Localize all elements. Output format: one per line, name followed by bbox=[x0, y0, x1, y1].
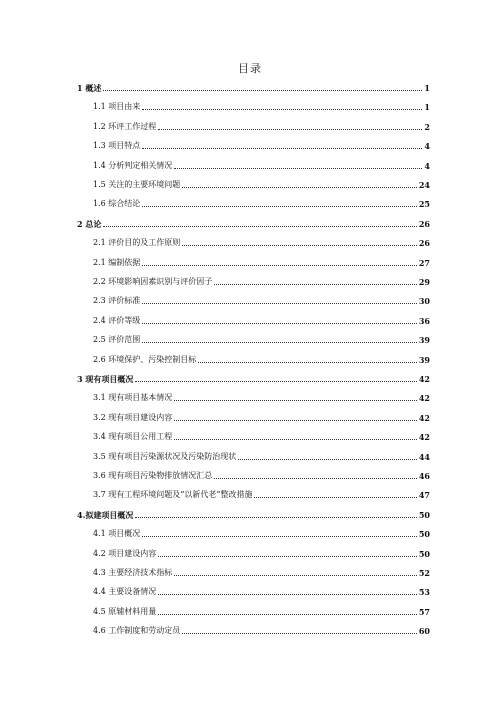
toc-page-number: 36 bbox=[418, 315, 430, 326]
toc-dot-leader bbox=[135, 517, 417, 518]
toc-dot-leader bbox=[174, 168, 422, 169]
toc-page-number: 46 bbox=[418, 471, 430, 481]
toc-dot-leader bbox=[142, 303, 417, 304]
toc-entry-label: 2.5 评价范围 bbox=[93, 335, 141, 345]
toc-entry-label: 3.4 现有项目公用工程 bbox=[93, 432, 173, 442]
toc-page-number: 2 bbox=[424, 121, 430, 132]
toc-dot-leader bbox=[135, 381, 417, 382]
toc-chapter-entry[interactable] bbox=[77, 79, 430, 93]
toc-entry-label: 1.1 项目由来 bbox=[93, 102, 141, 112]
toc-section-entry[interactable] bbox=[93, 157, 430, 171]
toc-section-entry[interactable] bbox=[93, 448, 430, 462]
toc-page-number: 24 bbox=[418, 180, 430, 190]
toc-page-number: 42 bbox=[418, 393, 430, 404]
toc-section-entry[interactable] bbox=[93, 254, 430, 268]
toc-page-number: 50 bbox=[418, 509, 430, 520]
toc-entry-label: 1 概述 bbox=[77, 83, 102, 93]
toc-entry-label: 2.2 环境影响因素识别与评价因子 bbox=[93, 277, 213, 286]
toc-section-entry[interactable] bbox=[93, 98, 430, 112]
toc-page-number: 42 bbox=[418, 412, 430, 423]
toc-section-entry[interactable] bbox=[93, 351, 430, 365]
toc-dot-leader bbox=[158, 556, 417, 557]
toc-dot-leader bbox=[182, 633, 417, 634]
toc-entry-label: 3.5 现有项目污染源状况及污染防治现状 bbox=[93, 451, 237, 461]
toc-entry-label: 3.7 现有工程环境问题及“以新代老”整改措施 bbox=[93, 490, 253, 500]
toc-page-number: 29 bbox=[418, 277, 430, 287]
toc-dot-leader bbox=[142, 342, 417, 343]
toc-dot-leader bbox=[142, 323, 417, 324]
toc-title: 目录 bbox=[238, 62, 262, 75]
toc-entry-label: 1.4 分析判定相关情况 bbox=[93, 160, 173, 170]
toc-dot-leader bbox=[142, 536, 417, 537]
toc-page-number: 30 bbox=[418, 296, 430, 307]
toc-dot-leader bbox=[174, 439, 417, 440]
toc-section-entry[interactable] bbox=[93, 545, 430, 559]
toc-dot-leader bbox=[158, 594, 417, 595]
toc-dot-leader bbox=[254, 497, 416, 498]
toc-page-number: 26 bbox=[418, 238, 430, 249]
toc-entry-label: 3.1 现有项目基本情况 bbox=[93, 393, 173, 403]
toc-page-number: 27 bbox=[418, 257, 430, 268]
toc-entry-label: 2.3 评价标准 bbox=[93, 296, 141, 306]
toc-entry-label: 4.拟建项目概况 bbox=[77, 509, 134, 520]
toc-section-entry[interactable] bbox=[93, 525, 430, 539]
toc-dot-leader bbox=[182, 187, 417, 188]
toc-section-entry[interactable] bbox=[93, 234, 430, 248]
toc-dot-leader bbox=[182, 245, 417, 246]
toc-section-entry[interactable] bbox=[93, 331, 430, 345]
toc-dot-leader bbox=[142, 265, 417, 266]
toc-page-number: 1 bbox=[424, 83, 430, 93]
toc-page-number: 57 bbox=[418, 606, 430, 617]
toc-entry-label: 3.2 现有项目建设内容 bbox=[93, 412, 173, 422]
toc-page-number: 42 bbox=[418, 432, 430, 443]
toc-dot-leader bbox=[214, 284, 417, 285]
toc-entry-label: 1.5 关注的主要环境问题 bbox=[93, 180, 181, 189]
toc-section-entry[interactable] bbox=[93, 118, 430, 132]
toc-dot-leader bbox=[198, 362, 417, 363]
toc-dot-leader bbox=[142, 148, 422, 149]
toc-section-entry[interactable] bbox=[93, 486, 430, 500]
toc-entry-label: 4.4 主要设备情况 bbox=[93, 587, 157, 597]
toc-entry-label: 4.1 项目概况 bbox=[93, 529, 141, 539]
toc-page-number: 39 bbox=[418, 335, 430, 346]
toc-entry-label: 2 总论 bbox=[77, 218, 102, 229]
toc-page-number: 39 bbox=[418, 354, 430, 365]
toc-section-entry[interactable] bbox=[93, 564, 430, 578]
toc-dot-leader bbox=[238, 459, 417, 460]
toc-dot-leader bbox=[103, 90, 422, 91]
toc-dot-leader bbox=[174, 400, 417, 401]
toc-entry-label: 2.6 环境保护、污染控制目标 bbox=[93, 354, 197, 364]
toc-section-entry[interactable] bbox=[93, 273, 430, 287]
toc-dot-leader bbox=[158, 614, 417, 615]
toc-page-number: 4 bbox=[424, 160, 430, 171]
toc-dot-leader bbox=[158, 129, 422, 130]
toc-page-number: 47 bbox=[418, 490, 430, 501]
toc-entry-label: 2.1 编制依据 bbox=[93, 257, 141, 267]
toc-entry-label: 4.5 原辅材料用量 bbox=[93, 606, 157, 616]
toc-entry-label: 4.3 主要经济技术指标 bbox=[93, 568, 173, 577]
toc-dot-leader bbox=[142, 206, 417, 207]
toc-entry-label: 4.6 工作制度和劳动定员 bbox=[93, 626, 181, 636]
toc-page-number: 4 bbox=[424, 141, 430, 152]
toc-entry-label: 1.6 综合结论 bbox=[93, 199, 141, 209]
toc-section-entry[interactable] bbox=[93, 389, 430, 403]
toc-chapter-entry[interactable] bbox=[77, 215, 430, 229]
toc-dot-leader bbox=[214, 478, 417, 479]
toc-section-entry[interactable] bbox=[93, 467, 430, 481]
toc-entry-label: 2.1 评价目的及工作原则 bbox=[93, 238, 181, 248]
toc-dot-leader bbox=[103, 226, 417, 227]
toc-page-number: 25 bbox=[418, 199, 430, 210]
toc-entry-label: 4.2 项目建设内容 bbox=[93, 548, 157, 558]
toc-page-number: 1 bbox=[424, 102, 430, 113]
toc-dot-leader bbox=[174, 420, 417, 421]
toc-entry-label: 1.2 环评工作过程 bbox=[93, 121, 157, 131]
toc-entry-label: 3 现有项目概况 bbox=[77, 374, 134, 384]
toc-section-entry[interactable] bbox=[93, 312, 430, 326]
toc-chapter-entry[interactable] bbox=[77, 370, 430, 384]
toc-entry-label: 3.6 现有项目污染物排放情况汇总 bbox=[93, 471, 213, 480]
toc-section-entry[interactable] bbox=[93, 583, 430, 597]
toc-section-entry[interactable] bbox=[93, 292, 430, 306]
toc-page-number: 53 bbox=[418, 587, 430, 598]
toc-page-number: 50 bbox=[418, 548, 430, 559]
toc-section-entry[interactable] bbox=[93, 195, 430, 209]
toc-entry-label: 1.3 项目特点 bbox=[93, 141, 141, 151]
toc-chapter-entry[interactable] bbox=[77, 506, 430, 520]
toc-page-number: 52 bbox=[418, 568, 430, 578]
toc-section-entry[interactable] bbox=[93, 428, 430, 442]
toc-section-entry[interactable] bbox=[93, 409, 430, 423]
toc-entry-label: 2.4 评价等级 bbox=[93, 315, 141, 325]
toc-page-number: 50 bbox=[418, 529, 430, 540]
toc-dot-leader bbox=[174, 575, 417, 576]
toc-page-number: 42 bbox=[418, 374, 430, 384]
toc-page-number: 60 bbox=[418, 626, 430, 637]
toc-section-entry[interactable] bbox=[93, 603, 430, 617]
toc-page-number: 44 bbox=[418, 451, 430, 462]
toc-section-entry[interactable] bbox=[93, 176, 430, 190]
toc-section-entry[interactable] bbox=[93, 137, 430, 151]
toc-section-entry[interactable] bbox=[93, 622, 430, 636]
toc-dot-leader bbox=[142, 109, 422, 110]
toc-page-number: 26 bbox=[418, 218, 430, 229]
